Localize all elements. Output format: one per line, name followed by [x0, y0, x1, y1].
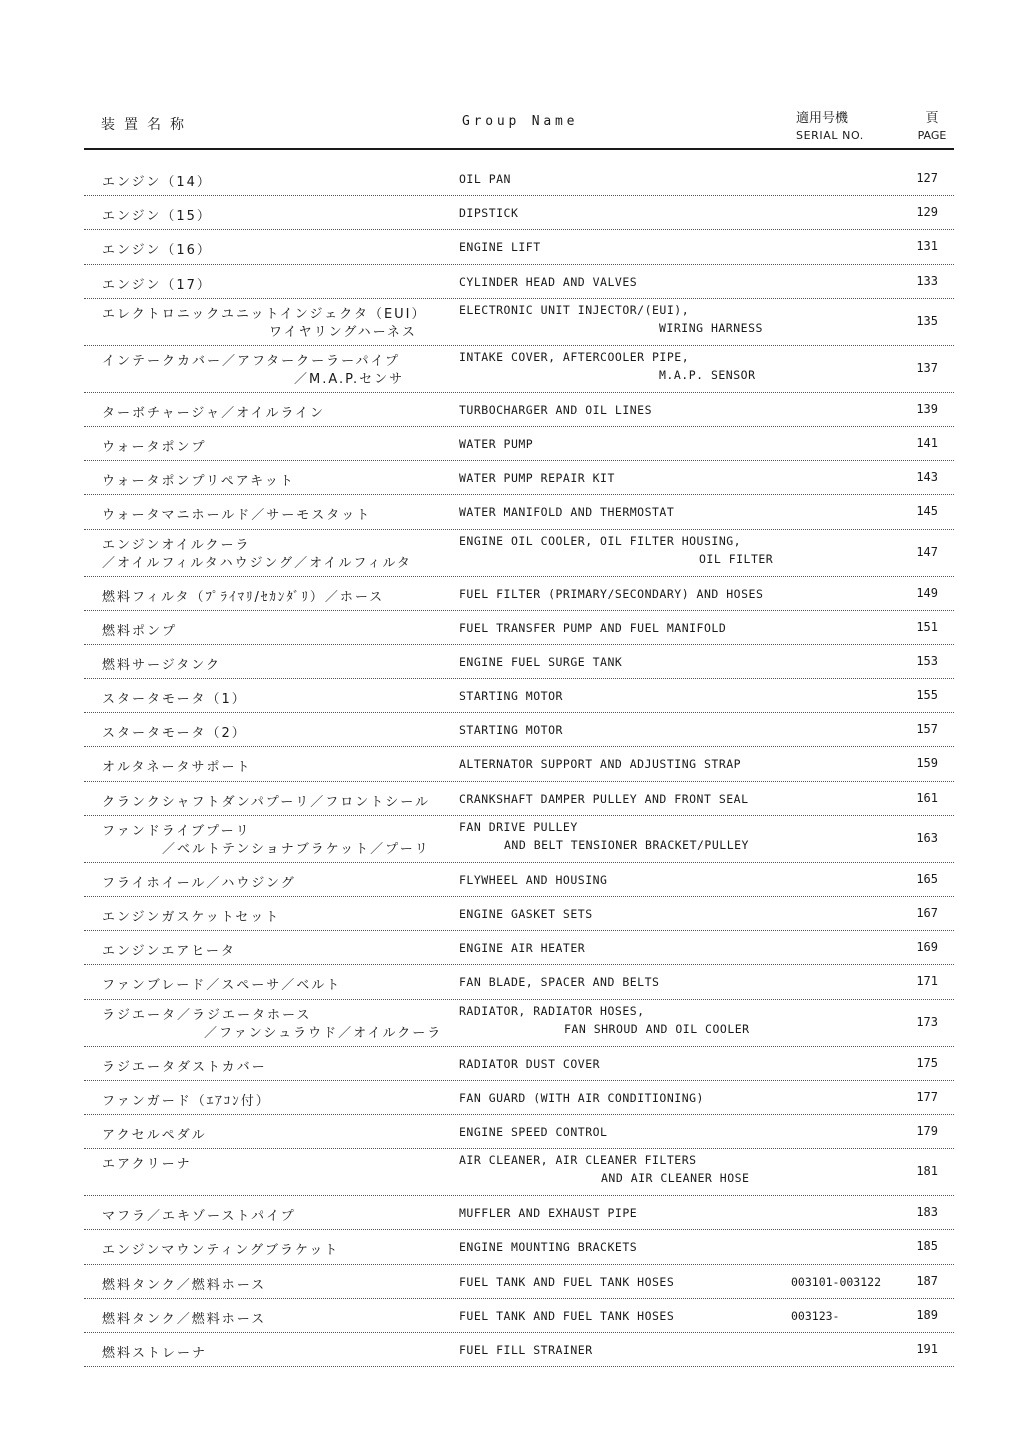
- header-serial-en: SERIAL NO.: [796, 129, 864, 142]
- page-number: 179: [916, 1123, 938, 1138]
- table-row: [84, 1115, 954, 1149]
- page-number: 189: [916, 1307, 938, 1322]
- group-name: INTAKE COVER, AFTERCOOLER PIPE,: [459, 349, 690, 364]
- page-number: 137: [916, 360, 938, 375]
- table-row: [84, 897, 954, 931]
- jp-name: エンジン（15）: [102, 209, 212, 225]
- page-number: 191: [916, 1341, 938, 1356]
- jp-name-line2: ／M.A.P.センサ: [294, 371, 405, 387]
- jp-name: オルタネータサポート: [102, 760, 252, 776]
- group-name: CRANKSHAFT DAMPER PULLEY AND FRONT SEAL: [459, 791, 749, 806]
- jp-name: エアクリーナ: [102, 1157, 192, 1173]
- page-number: 183: [916, 1205, 938, 1220]
- page-number: 157: [916, 722, 938, 737]
- group-name: WATER PUMP REPAIR KIT: [459, 471, 615, 486]
- group-name-line2: WIRING HARNESS: [659, 320, 763, 335]
- table-row: [84, 679, 954, 713]
- table-row: [84, 713, 954, 747]
- table-row: [84, 230, 954, 264]
- page-number: 141: [916, 435, 938, 450]
- group-name: FUEL TANK AND FUEL TANK HOSES: [459, 1274, 675, 1289]
- serial-no: 003101-003122: [791, 1274, 882, 1289]
- group-name: RADIATOR, RADIATOR HOSES,: [459, 1003, 645, 1018]
- group-name: ENGINE SPEED CONTROL: [459, 1124, 608, 1139]
- jp-name: クランクシャフトダンパプーリ／フロントシール: [102, 794, 431, 810]
- table-row: [84, 1149, 954, 1196]
- page-number: 133: [916, 273, 938, 288]
- page-number: 135: [916, 313, 938, 328]
- jp-name: 燃料ポンプ: [102, 623, 178, 639]
- jp-name: アクセルペダル: [102, 1127, 207, 1143]
- page-number: 181: [916, 1164, 938, 1179]
- table-row: [84, 1081, 954, 1115]
- jp-name: ラジエータダストカバー: [102, 1059, 267, 1075]
- jp-name: ウォータポンプ: [102, 439, 207, 455]
- jp-name: マフラ／エキゾーストパイプ: [102, 1209, 296, 1225]
- table-row: [84, 265, 954, 299]
- table-row: [84, 1196, 954, 1230]
- group-name: STARTING MOTOR: [459, 723, 563, 738]
- page-number: 129: [916, 205, 938, 220]
- header-page-en: PAGE: [917, 129, 947, 142]
- table-row: [84, 747, 954, 781]
- table-row: [84, 495, 954, 529]
- group-name: FAN BLADE, SPACER AND BELTS: [459, 975, 660, 990]
- page-number: 187: [916, 1273, 938, 1288]
- group-name-line2: AND BELT TENSIONER BRACKET/PULLEY: [504, 837, 749, 852]
- group-name-line2: FAN SHROUD AND OIL COOLER: [564, 1021, 750, 1036]
- group-name-line2: OIL FILTER: [699, 551, 774, 566]
- group-name: ENGINE AIR HEATER: [459, 941, 586, 956]
- jp-name: ラジエータ／ラジエータホース: [102, 1007, 312, 1023]
- page-number: 173: [916, 1014, 938, 1029]
- serial-no: 003123-: [791, 1308, 840, 1323]
- page-number: 145: [916, 504, 938, 519]
- group-name: FUEL FILL STRAINER: [459, 1342, 593, 1357]
- table-row: [84, 931, 954, 965]
- group-name: FLYWHEEL AND HOUSING: [459, 872, 608, 887]
- group-name: AIR CLEANER, AIR CLEANER FILTERS: [459, 1153, 697, 1168]
- table-row: [84, 393, 954, 427]
- table-row: [84, 1299, 954, 1333]
- group-name: ELECTRONIC UNIT INJECTOR/(EUI),: [459, 302, 690, 317]
- group-name: CYLINDER HEAD AND VALVES: [459, 274, 638, 289]
- page-number: 153: [916, 653, 938, 668]
- group-name: FUEL TRANSFER PUMP AND FUEL MANIFOLD: [459, 620, 727, 635]
- table-row: [84, 299, 954, 346]
- group-name: FAN GUARD (WITH AIR CONDITIONING): [459, 1090, 704, 1105]
- jp-name: エンジンオイルクーラ: [102, 537, 251, 553]
- group-name: STARTING MOTOR: [459, 689, 563, 704]
- table-row: [84, 1047, 954, 1081]
- jp-name: エンジンエアヒータ: [102, 944, 236, 960]
- table-row: [84, 427, 954, 461]
- table-row: [84, 645, 954, 679]
- group-name: FUEL FILTER (PRIMARY/SECONDARY) AND HOSES: [459, 586, 764, 601]
- header-serial: [796, 110, 864, 144]
- group-name: ENGINE FUEL SURGE TANK: [459, 654, 623, 669]
- page-number: 155: [916, 688, 938, 703]
- jp-name-line2: ワイヤリングハーネス: [269, 324, 417, 340]
- jp-name: ファンドライブプーリ: [102, 823, 251, 839]
- jp-name: スタータモータ（2）: [102, 726, 247, 742]
- jp-name: ウォータマニホールド／サーモスタット: [102, 508, 372, 524]
- jp-name: ウォータポンプリペアキット: [102, 474, 295, 490]
- table-row: [84, 577, 954, 611]
- page-number: 167: [916, 906, 938, 920]
- page-number: 127: [916, 171, 938, 185]
- group-name: WATER PUMP: [459, 436, 534, 451]
- group-name: ENGINE OIL COOLER, OIL FILTER HOUSING,: [459, 533, 742, 548]
- table-header: [84, 110, 954, 150]
- table-row: [84, 782, 954, 816]
- group-name: ENGINE MOUNTING BRACKETS: [459, 1240, 638, 1255]
- header-page-jp: 頁: [925, 111, 939, 126]
- group-name: OIL PAN: [459, 172, 511, 186]
- header-page: [910, 110, 954, 144]
- jp-name: フライホイール／ハウジング: [102, 875, 296, 891]
- page-number: 185: [916, 1239, 938, 1254]
- page-number: 161: [916, 790, 938, 805]
- jp-name: ファンブレード／スペーサ／ベルト: [102, 978, 342, 994]
- jp-name: 燃料ストレーナ: [102, 1345, 208, 1361]
- table-row: [84, 461, 954, 495]
- table-row: [84, 611, 954, 645]
- jp-name: 燃料タンク／燃料ホース: [102, 1311, 267, 1327]
- jp-name-line2: ／ファンシュラウド／オイルクーラ: [204, 1025, 443, 1041]
- group-name: FAN DRIVE PULLEY: [459, 819, 578, 834]
- group-name: FUEL TANK AND FUEL TANK HOSES: [459, 1308, 675, 1323]
- jp-name: エンジンガスケットセット: [102, 910, 281, 925]
- group-list: [84, 162, 954, 1367]
- page-number: 165: [916, 871, 938, 886]
- table-row: [84, 1230, 954, 1264]
- table-row: [84, 1000, 954, 1047]
- page-number: 147: [916, 544, 938, 559]
- page-number: 171: [916, 974, 938, 989]
- table-row: [84, 196, 954, 230]
- group-name: MUFFLER AND EXHAUST PIPE: [459, 1206, 638, 1221]
- table-row: [84, 530, 954, 577]
- jp-name: ターボチャージャ／オイルライン: [102, 405, 326, 421]
- jp-name: 燃料タンク／燃料ホース: [102, 1277, 267, 1293]
- page-number: 169: [916, 940, 938, 955]
- group-name: WATER MANIFOLD AND THERMOSTAT: [459, 505, 675, 520]
- table-row: [84, 863, 954, 897]
- jp-name: ファンガード（ｴｱｺﾝ付）: [102, 1093, 271, 1109]
- page-number: 177: [916, 1089, 938, 1104]
- group-name: DIPSTICK: [459, 206, 519, 221]
- table-row: [84, 965, 954, 999]
- header-group-name: Group Name: [462, 114, 579, 129]
- page-number: 175: [916, 1055, 938, 1070]
- table-row: [84, 1265, 954, 1299]
- page-number: 139: [916, 401, 938, 416]
- jp-name: 燃料サージタンク: [102, 657, 221, 673]
- table-row: [84, 162, 954, 196]
- page-number: 131: [916, 239, 938, 254]
- jp-name: 燃料フィルタ（ﾌﾟﾗｲﾏﾘ/ｾｶﾝﾀﾞﾘ）／ホース: [102, 589, 385, 605]
- jp-name: エンジン（17）: [102, 277, 212, 293]
- group-name: ALTERNATOR SUPPORT AND ADJUSTING STRAP: [459, 757, 742, 772]
- group-name: ENGINE LIFT: [459, 240, 541, 255]
- header-jp-name: 装置名称: [101, 117, 193, 133]
- jp-name: エレクトロニックユニットインジェクタ（EUI）: [102, 306, 427, 322]
- page-number: 143: [916, 470, 938, 485]
- jp-name-line2: ／ベルトテンショナブラケット／プーリ: [162, 841, 430, 857]
- group-name-line2: M.A.P. SENSOR: [659, 367, 756, 382]
- jp-name: エンジン（14）: [102, 175, 212, 190]
- jp-name: スタータモータ（1）: [102, 692, 247, 708]
- table-row: [84, 1333, 954, 1367]
- page-number: 151: [916, 619, 938, 634]
- jp-name: エンジン（16）: [102, 243, 212, 259]
- header-serial-jp: 適用号機: [796, 111, 849, 126]
- group-name: TURBOCHARGER AND OIL LINES: [459, 402, 653, 417]
- jp-name: インテークカバー／アフタークーラーパイプ: [102, 353, 401, 369]
- page-number: 163: [916, 830, 938, 845]
- table-row: [84, 816, 954, 863]
- group-name: ENGINE GASKET SETS: [459, 907, 593, 921]
- jp-name: エンジンマウンティングブラケット: [102, 1243, 340, 1259]
- page-number: 159: [916, 756, 938, 771]
- group-name-line2: AND AIR CLEANER HOSE: [601, 1171, 750, 1186]
- group-name: RADIATOR DUST COVER: [459, 1056, 601, 1071]
- jp-name-line2: ／オイルフィルタハウジング／オイルフィルタ: [102, 555, 412, 571]
- table-row: [84, 346, 954, 393]
- page-number: 149: [916, 585, 938, 600]
